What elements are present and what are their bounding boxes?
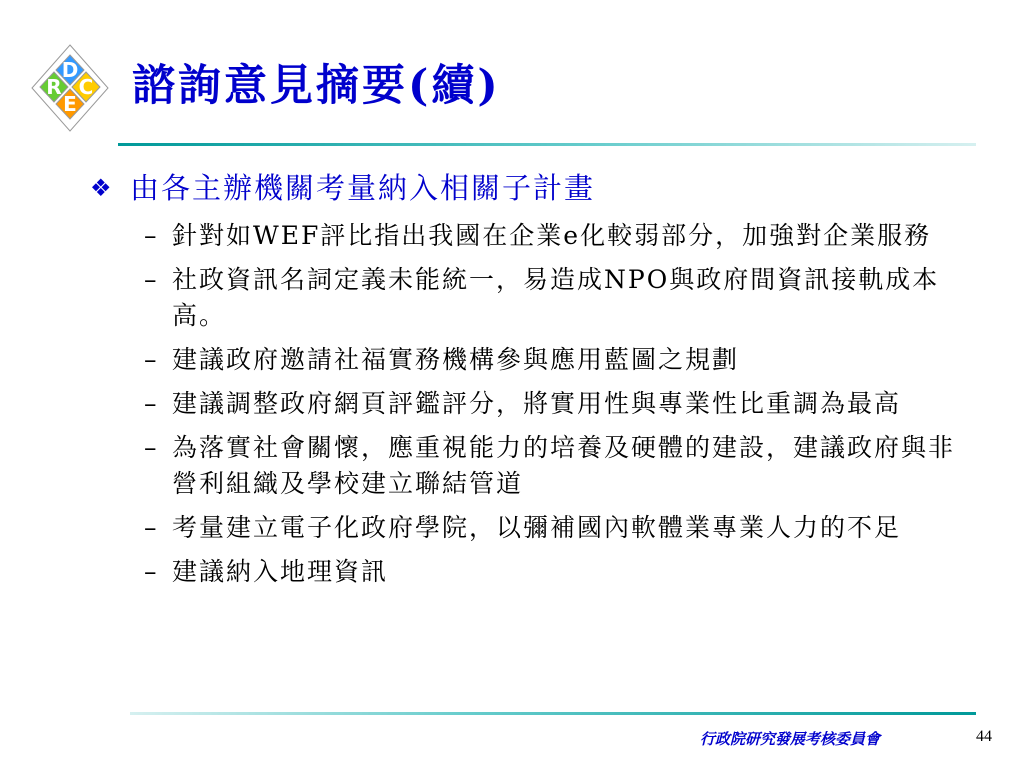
- page-number: 44: [976, 728, 992, 745]
- dash-bullet-icon: –: [144, 345, 157, 374]
- list-item-text: 為落實社會關懷，應重視能力的培養及硬體的建設，建議政府與非營利組織及學校建立聯結管道: [172, 433, 956, 498]
- main-bullet-text: 由各主辦機關考量納入相關子計畫: [130, 171, 596, 205]
- main-bullet: [90, 168, 595, 208]
- dash-bullet-icon: –: [144, 433, 157, 462]
- sub-bullet-list: [144, 218, 974, 598]
- footer-organization: 行政院研究發展考核委員會: [700, 730, 881, 748]
- dash-bullet-icon: –: [144, 513, 157, 542]
- title-divider: [118, 143, 976, 146]
- four-diamond-bullet-icon: ❖: [90, 174, 112, 202]
- dash-bullet-icon: –: [144, 389, 157, 418]
- logo-letter-e: E: [63, 92, 77, 116]
- list-item-text: 建議納入地理資訊: [172, 557, 389, 586]
- list-item: [144, 218, 974, 254]
- list-item: [144, 554, 974, 590]
- footer-divider: [130, 712, 976, 715]
- list-item: [144, 262, 974, 334]
- list-item-text: 建議政府邀請社福實務機構參與應用藍圖之規劃: [172, 345, 740, 374]
- list-item: [144, 386, 974, 422]
- list-item-text: 建議調整政府網頁評鑑評分，將實用性與專業性比重調為最高: [172, 389, 902, 418]
- list-item: [144, 342, 974, 378]
- rdec-logo: [18, 42, 122, 134]
- list-item: [144, 510, 974, 546]
- list-item-text: 社政資訊名詞定義未能統一，易造成NPO與政府間資訊接軌成本高。: [172, 265, 940, 330]
- logo-letter-c: C: [78, 75, 94, 99]
- logo-letter-d: D: [61, 58, 79, 82]
- logo-letter-r: R: [46, 75, 62, 99]
- slide-title: 諮詢意見摘要(續): [132, 61, 501, 111]
- list-item-text: 針對如WEF評比指出我國在企業e化較弱部分，加強對企業服務: [172, 221, 932, 250]
- dash-bullet-icon: –: [144, 265, 157, 294]
- list-item: [144, 430, 974, 502]
- dash-bullet-icon: –: [144, 221, 157, 250]
- list-item-text: 考量建立電子化政府學院，以彌補國內軟體業專業人力的不足: [172, 513, 902, 542]
- dash-bullet-icon: –: [144, 557, 157, 586]
